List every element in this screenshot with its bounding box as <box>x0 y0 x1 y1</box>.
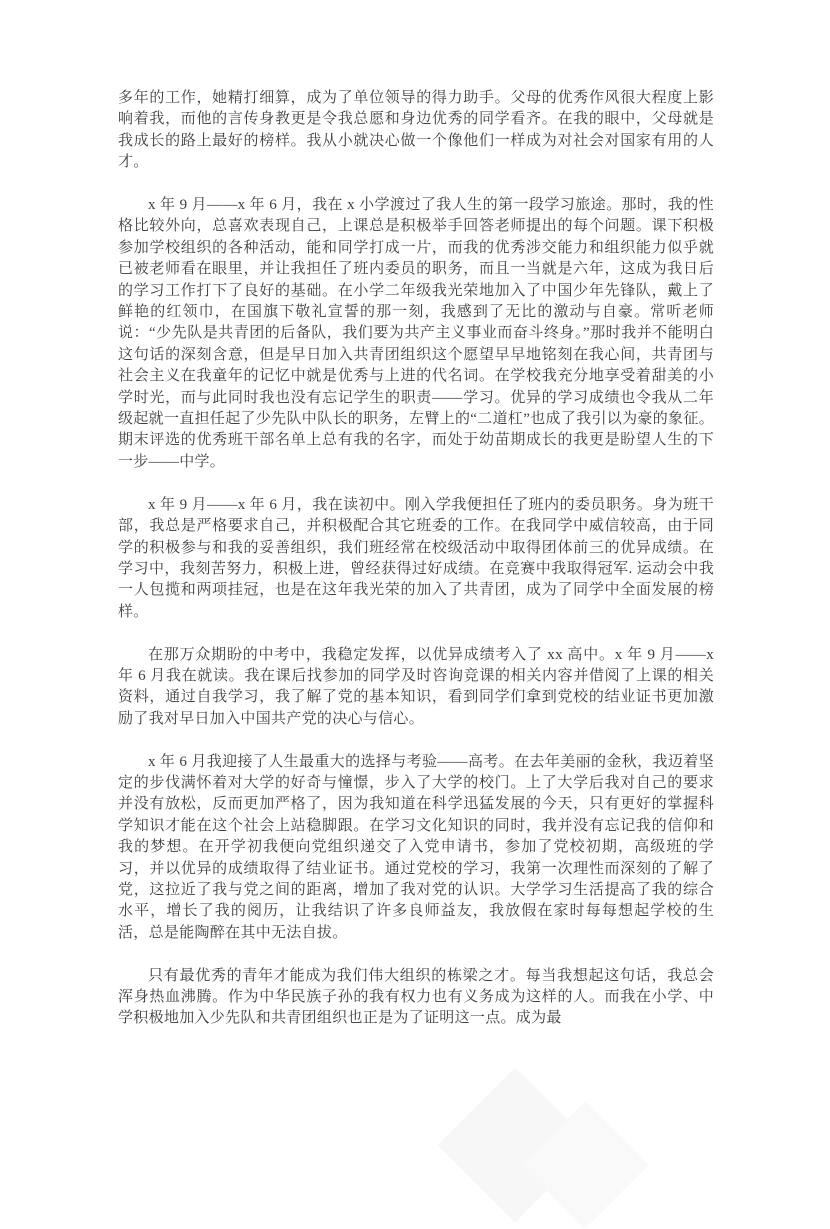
watermark <box>430 1080 650 1200</box>
paragraph: 只有最优秀的青年才能成为我们伟大组织的栋梁之才。每当我想起这句话，我总会浑身热血沸腾。作为中华民族子孙的我有权力也有义务成为这样的人。而我在小学、中学积极地加入少先队和共青团组织也正是为了证明这一点。成为最 <box>118 967 714 1027</box>
watermark-shape <box>437 1067 593 1223</box>
paragraph: 在那万众期盼的中考中，我稳定发挥，以优异成绩考入了 xx 高中。x 年 9 月——x 年 6 月我在就读。我在课后找参加的同学及时咨询竞课的相关内容并借阅了上课的相关资料，通过自我学习，我了解了党的基本知识，看到同学们拿到党校的结业证书更加激励了我对早日加入中国共产党的决心与信心。 <box>118 646 714 727</box>
paragraph: 多年的工作，她精打细算，成为了单位领导的得力助手。父母的优秀作风很大程度上影响着我，而他的言传身教更是令我总愿和身边优秀的同学看齐。在我的眼中，父母就是我成长的路上最好的榜样。我从小就决心做一个像他们一样成为对社会对国家有用的人才。 <box>118 90 714 171</box>
paragraph: x 年 9 月——x 年 6 月，我在读初中。刚入学我便担任了班内的委员职务。身为班干部，我总是严格要求自己，并积极配合其它班委的工作。在我同学中威信较高，由于同学的积极参与和我的妥善组织，我们班经常在校级活动中取得团体前三的优异成绩。在学习中，我刻苦努力，积极上进，曾经获得过好成绩。在竞赛中我取得冠军. 运动会中我一人包揽和两项挂冠，也是在这年我光荣的加入了共青团，成为了同学中全面发展的榜样。 <box>118 496 714 620</box>
paragraph: x 年 6 月我迎接了人生最重大的选择与考验——高考。在去年美丽的金秋，我迈着坚定的步伐满怀着对大学的好奇与憧憬，步入了大学的校门。上了大学后我对自己的要求并没有放松，反而更加严格了，因为我知道在科学迅猛发展的今天，只有更好的掌握科学知识才能在这个社会上站稳脚跟。在学习文化知识的同时，我并没有忘记我的信仰和我的梦想。在开学初我便向党组织递交了入党申请书，参加了党校初期，高级班的学习，并以优异的成绩取得了结业证书。通过党校的学习，我第一次理性而深刻的了解了党，这拉近了我与党之间的距离，增加了我对党的认识。大学学习生活提高了我的综合水平，增长了我的阅历，让我结识了许多良师益友，我放假在家时每每想起学校的生活，总是能陶醉在其中无法自拔。 <box>118 753 714 941</box>
paragraph: x 年 9 月——x 年 6 月，我在 x 小学渡过了我人生的第一段学习旅途。那时，我的性格比较外向，总喜欢表现自己，上课总是积极举手回答老师提出的每个问题。课下积极参加学校组织的各种活动，能和同学打成一片，而我的优秀涉交能力和组织能力似乎就已被老师看在眼里，并让我担任了班内委员的职务，而且一当就是六年，这成为我日后的学习工作打下了良好的基础。在小学二年级我光荣地加入了中国少年先锋队，戴上了鲜艳的红领巾，在国旗下敬礼宣誓的那一刻，我感到了无比的激动与自豪。常听老师说：“少先队是共青团的后备队，我们要为共产主义事业而奋斗终身。”那时我并不能明白这句话的深刻含意，但是早日加入共青团组织这个愿望早早地铭刻在我心间，共青团与社会主义在我童年的记忆中就是优秀与上进的代名词。在学校我充分地享受着甜美的小学时光，而与此同时我也没有忘记学生的职责——学习。优异的学习成绩也令我从二年级起就一直担任起了少先队中队长的职务，左臂上的“二道杠”也成了我引以为豪的象征。期末评选的优秀班干部名单上总有我的名字，而处于幼苗期成长的我更是盼望人生的下一步——中学。 <box>118 197 714 470</box>
document-body <box>118 88 714 1030</box>
watermark-shape <box>521 1101 648 1228</box>
